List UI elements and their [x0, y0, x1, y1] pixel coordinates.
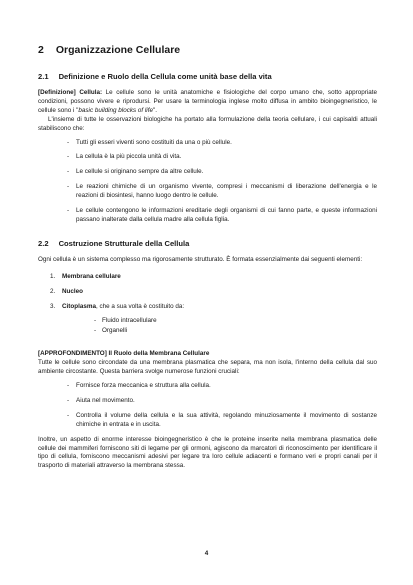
list-item: - Controlla il volume della cellula e la sua attività, regolando minuziosamente il movimento di sostanze chimiche in entrata e in uscita.: [76, 412, 377, 430]
section-number: 2.2: [38, 238, 49, 248]
list-item: - Le cellule contengono le informazioni ereditarie degli organismi di cui fanno parte, e queste informazioni passano inalterate dalla cellula madre alla cellula figlia.: [76, 207, 377, 225]
insight-text: Tutte le cellule sono circondate da una membrana plasmatica che separa, ma non isola, l'interno della cellula dal suo ambiente circostante. Questa barriera svolge numerose funzioni cruciali:: [38, 359, 377, 376]
chapter-heading: [38, 44, 377, 56]
list-item: - Fornisce forza meccanica e struttura alla cellula.: [76, 382, 377, 391]
sublist-item: - Fluido intracellulare: [102, 317, 377, 326]
list-item: [50, 273, 377, 282]
theory-intro: L'insieme di tutte le osservazioni biologiche ha portato alla formulazione della teoria cellulare, i cui capisaldi attuali stabiliscono che:: [38, 115, 377, 132]
definition-label: [Definizione] Cellula:: [38, 89, 103, 96]
list-item: [50, 288, 377, 297]
definition-paragraph: [38, 89, 377, 116]
elements-list: [38, 273, 377, 337]
item-label: Membrana cellulare: [62, 272, 121, 280]
cytoplasm-sublist: [50, 317, 377, 337]
list-item: - La cellula è la più piccola unità di vita.: [76, 153, 377, 162]
list-item: - Aiuta nel movimento.: [76, 397, 377, 406]
section-number: 2.1: [38, 72, 49, 81]
chapter-title: Organizzazione Cellulare: [55, 44, 181, 56]
closing-paragraph: Inoltre, un aspetto di enorme interesse bioingegneristico è che le proteine inserite nella membrana plasmatica delle cellule dei mammiferi forniscono siti di legame per gli ormoni, agiscono da marcatori di riconoscimento per identificare il tipo di cellula, forniscono meccanismi adesivi per legare tra loro cellule adiacenti e formano veri e propri canali per il trasporto di materiali attraverso la membrana stessa.: [38, 435, 377, 470]
section-title: Definizione e Ruolo della Cellula come unità base della vita: [58, 72, 272, 81]
theory-list: [38, 139, 377, 225]
section-heading-2-2: [38, 239, 377, 248]
definition-text-a: Le cellule sono le unità anatomiche e fisiologiche del corpo umano che, sotto appropriate condizioni, possono vivere e riprodursi. Per usare la terminologia inglese molto diffusa in ambito bioingegneristico, le cellule sono i ": [38, 89, 377, 114]
item-label: Citoplasma: [62, 302, 96, 310]
structure-intro: Ogni cellula è un sistema complesso ma rigorosamente strutturato. È formata essenzialmente dai seguenti elementi:: [38, 255, 363, 263]
page-number: 4: [204, 550, 209, 557]
item-index: 2.: [50, 287, 56, 295]
list-item: - Le reazioni chimiche di un organismo vivente, compresi i meccanismi di liberazione dell'energia e le reazioni di biosintesi, hanno luogo dentro le cellule.: [76, 183, 377, 201]
section-heading-2-1: [38, 72, 377, 81]
list-item: [50, 303, 377, 337]
item-index: 1.: [50, 272, 56, 280]
item-rest: , che a sua volta è costituito da:: [95, 302, 185, 310]
sublist-item: - Organelli: [102, 327, 377, 336]
chapter-number: 2: [38, 44, 44, 56]
list-item: - Tutti gli esseri viventi sono costituiti da una o più cellule.: [76, 139, 377, 148]
membrane-functions-list: [38, 382, 377, 430]
item-label: Nucleo: [62, 287, 83, 295]
list-item: - Le cellule si originano sempre da altre cellule.: [76, 168, 377, 177]
section-title: Costruzione Strutturale della Cellula: [58, 238, 190, 248]
definition-text-b: ".: [152, 106, 157, 114]
insight-heading: [APPROFONDIMENTO] Il Ruolo della Membrana Cellulare: [38, 350, 210, 358]
item-index: 3.: [50, 302, 56, 310]
definition-italic: basic building blocks of life: [78, 106, 153, 114]
